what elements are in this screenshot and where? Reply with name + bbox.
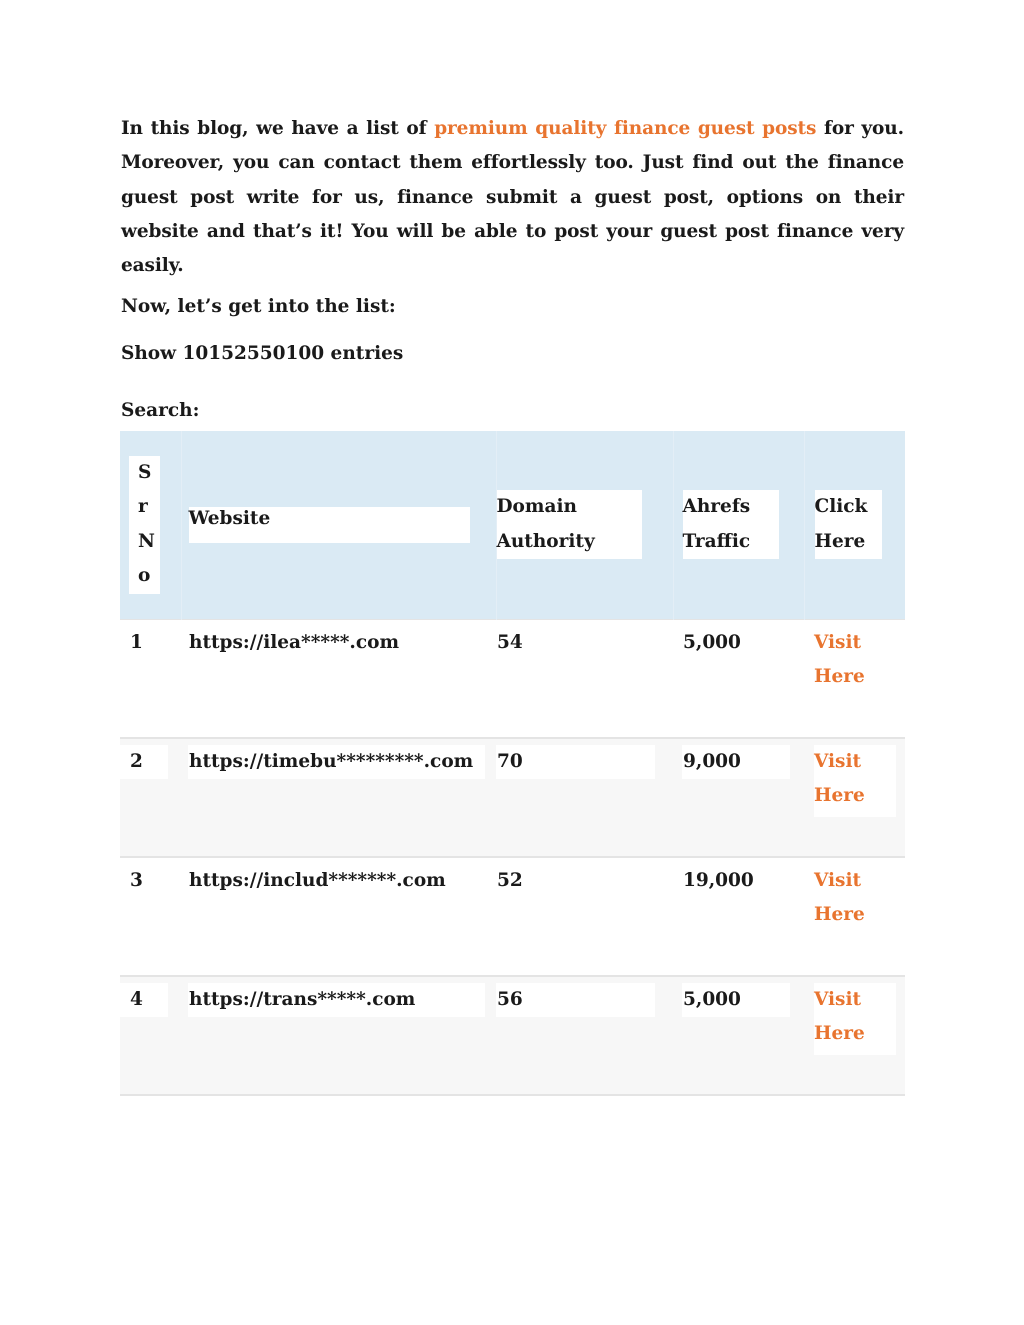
visit-cell[interactable]: [804, 976, 905, 1095]
website-cell-value: https://includ*******.com: [189, 870, 446, 891]
visit-here-link[interactable]: Here: [814, 1023, 865, 1044]
list-intro-line: Now, let’s get into the list:: [121, 296, 396, 318]
domain-authority-cell: [496, 857, 673, 976]
domain-authority-cell: [496, 976, 673, 1095]
visit-cell-value: [814, 626, 896, 694]
ahrefs-traffic-cell-value: 9,000: [682, 745, 790, 779]
visit-here-link[interactable]: Visit: [814, 751, 862, 772]
ahrefs-traffic-cell: [673, 857, 804, 976]
search-label: Search:: [121, 400, 200, 422]
visit-cell-value: [814, 864, 896, 932]
sr-cell-value: 4: [120, 983, 168, 1017]
table-row: [120, 738, 905, 857]
visit-here-link[interactable]: Visit: [814, 870, 862, 891]
domain-authority-cell-value: 56: [496, 983, 655, 1017]
intro-paragraph: [121, 112, 904, 283]
visit-here-link[interactable]: Here: [814, 785, 865, 806]
website-cell-value: https://trans*****.com: [188, 983, 485, 1017]
domain-authority-cell: [496, 738, 673, 857]
domain-authority-cell-value: 70: [496, 745, 655, 779]
ahrefs-traffic-cell-value: 19,000: [683, 870, 754, 891]
table-row: [120, 976, 905, 1095]
intro-text-before: In this blog, we have a list of: [121, 118, 435, 139]
visit-here-link[interactable]: Visit: [814, 989, 862, 1010]
visit-cell[interactable]: [804, 619, 905, 738]
article-body: [121, 112, 904, 423]
visit-cell-value: [814, 983, 896, 1055]
visit-here-link[interactable]: Here: [814, 904, 865, 925]
intro-text-after: for you. Moreover, you can contact them effortlessly too. Just find out the finance guest post write for us, finance submit a guest post, options on their website and that’s it! You will be able to post your guest post finance very easily.: [121, 118, 904, 277]
visit-cell[interactable]: [804, 738, 905, 857]
website-cell: [181, 976, 496, 1095]
show-entries-control[interactable]: Show 10152550100 entries: [121, 343, 404, 365]
domain-authority-cell-value: 52: [497, 870, 523, 891]
table-header-row: [120, 431, 905, 619]
sr-cell-value: 3: [130, 870, 143, 891]
ahrefs-traffic-cell-value: 5,000: [682, 983, 790, 1017]
header-click-here[interactable]: [804, 431, 905, 619]
visit-here-link[interactable]: Visit: [814, 631, 862, 653]
header-domain-authority-label: Domain Authority: [497, 490, 642, 559]
visit-cell[interactable]: [804, 857, 905, 976]
visit-here-link[interactable]: Here: [814, 665, 865, 687]
sr-cell: [120, 619, 181, 738]
header-sr-no-label: S r N o: [129, 456, 160, 594]
finance-guest-posts-link[interactable]: premium quality finance guest posts: [434, 118, 817, 139]
website-cell: [181, 619, 496, 738]
sr-cell-value: 1: [130, 631, 143, 653]
guest-post-table: [120, 431, 905, 1096]
table-row: [120, 619, 905, 738]
header-website-label: Website: [189, 507, 470, 543]
header-ahrefs-traffic[interactable]: [673, 431, 804, 619]
website-cell-value: https://ilea*****.com: [189, 631, 400, 653]
table-row: [120, 857, 905, 976]
sr-cell: [120, 738, 181, 857]
visit-cell-value: [814, 745, 896, 817]
website-cell-value: https://timebu*********.com: [188, 745, 485, 779]
ahrefs-traffic-cell-value: 5,000: [683, 631, 741, 653]
header-domain-authority[interactable]: [496, 431, 673, 619]
website-cell: [181, 738, 496, 857]
ahrefs-traffic-cell: [673, 738, 804, 857]
sr-cell-value: 2: [120, 745, 168, 779]
ahrefs-traffic-cell: [673, 976, 804, 1095]
domain-authority-cell-value: 54: [497, 631, 523, 653]
sr-cell: [120, 976, 181, 1095]
header-click-here-label: Click Here: [815, 490, 882, 559]
website-cell: [181, 857, 496, 976]
ahrefs-traffic-cell: [673, 619, 804, 738]
header-ahrefs-traffic-label: Ahrefs Traffic: [683, 490, 779, 559]
header-website[interactable]: [181, 431, 496, 619]
sr-cell: [120, 857, 181, 976]
header-sr-no[interactable]: [120, 431, 181, 619]
domain-authority-cell: [496, 619, 673, 738]
